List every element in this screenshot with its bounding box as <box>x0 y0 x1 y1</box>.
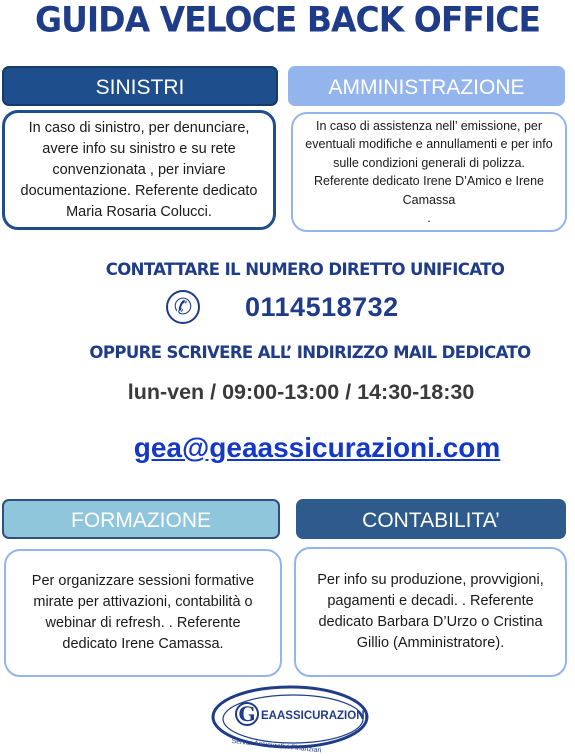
phone-icon: ✆ <box>166 290 200 324</box>
formazione-text: Per organizzare sessioni formative mirate per attivazioni, contabilità o webinar di refresh. . Referente dedicato Irene Camassa. <box>31 573 255 652</box>
sinistri-box <box>2 110 276 230</box>
logo-tagline: Servizi Assicurativi Finanziari <box>231 737 322 755</box>
contabilita-box <box>294 547 567 677</box>
email-link[interactable]: gea@geaassicurazioni.com <box>133 432 501 463</box>
logo-initial: G <box>238 702 256 726</box>
logo-name: EAASSICURAZIONI <box>261 710 368 722</box>
phone-number[interactable]: 0114518732 <box>245 292 399 322</box>
sinistri-header: SINISTRI <box>2 66 278 106</box>
formazione-header: FORMAZIONE <box>2 499 280 539</box>
amministrazione-text: In caso di assistenza nell’ emissione, per eventuali modifiche e annullamenti e per info sulle condizioni generali di polizza. Referente dedicato Irene D’Amico e Irene Camassa <box>305 118 553 207</box>
page-title: GUIDA VELOCE BACK OFFICE <box>35 0 540 40</box>
contabilita-text: Per info su produzione, provvigioni, pagamenti e decadi. . Referente dedicato Barbara D’Urzo o Cristina Gillio (Amministratore). <box>317 572 544 651</box>
amministrazione-box <box>291 112 567 232</box>
office-hours: lun-ven / 09:00-13:00 / 14:30-18:30 <box>127 380 475 404</box>
amministrazione-header: AMMINISTRAZIONE <box>288 66 565 106</box>
gea-logo <box>209 683 371 755</box>
contact-email-heading: OPPURE SCRIVERE ALL’ INDIRIZZO MAIL DEDICATO <box>89 343 531 362</box>
contact-phone-heading: CONTATTARE IL NUMERO DIRETTO UNIFICATO <box>105 260 505 279</box>
amministrazione-trailing: . <box>427 211 431 225</box>
contabilita-header: CONTABILITA’ <box>296 499 566 539</box>
sinistri-text: In caso di sinistro, per denunciare, avere info su sinistro e su rete convenzionata , per inviare documentazione. Referente dedicato Maria Rosaria Colucci. <box>20 119 258 220</box>
formazione-box <box>4 549 282 677</box>
